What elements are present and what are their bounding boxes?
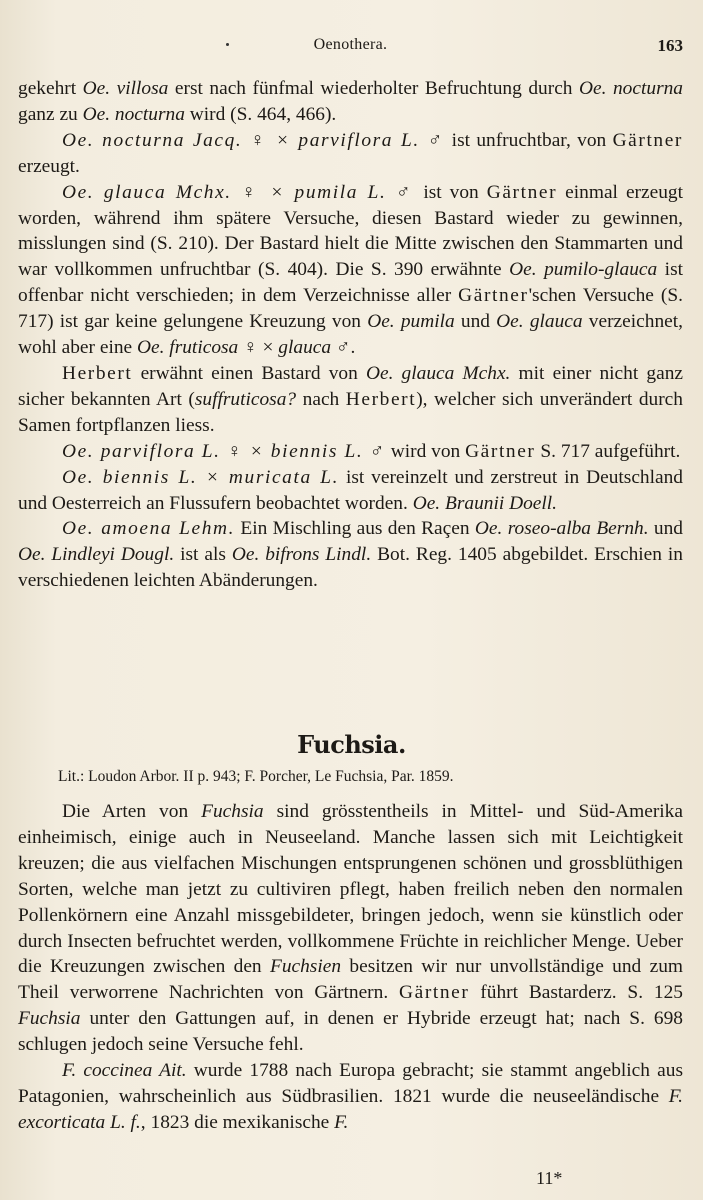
text-run: erzeugt.	[18, 155, 80, 177]
taxon-name: Fuchsia	[201, 801, 264, 822]
author-name: Herbert	[62, 362, 133, 384]
taxon-name: F. excorticata L. f.	[18, 1085, 683, 1133]
text-run: besitzen wir nur unvollständige und zum Theil verworrene Nachrichten von Gärtnern.	[18, 956, 683, 1004]
text-run: nach	[296, 388, 346, 410]
paragraph-parviflora-biennis	[18, 439, 683, 465]
text-run: gekehrt	[18, 78, 83, 99]
taxon-name: F. coccinea Ait.	[62, 1060, 187, 1082]
text-run: , 1823 die mexikanische	[140, 1111, 335, 1133]
literature-reference: Lit.: Loudon Arbor. II p. 943; F. Porcher, Le Fuchsia, Par. 1859.	[58, 768, 454, 785]
paragraph-herbert	[18, 361, 683, 439]
text-run: sind grösstentheils in Mittel- und Süd-Amerika einheimisch, einige auch in Neuseeland. Manche lassen sich mit Leichtigkeit kreuzen; die aus vielfachen Mischungen entsprungenen schönen und grossblüthigen Sorten, welche man jetzt zu cultiviren pflegt, haben freilich neben den normalen Pollenkörnern eine Anzahl missgebildeter, bringen jedoch, wenn sie künstlich oder durch Insecten befruchtet werden, vollkommene Früchte in reichlicher Menge. Ueber die Kreuzungen zwischen den	[18, 801, 683, 978]
text-run: wurde 1788 nach Europa gebracht; sie stammt angeblich aus Patagonien, wahrscheinlich aus Südbrasilien. 1821 wurde die neuseeländische	[18, 1060, 683, 1107]
text-run: verzeichnet, wohl aber eine	[18, 311, 683, 359]
signature-mark: 11*	[536, 1168, 563, 1188]
oenothera-text-block	[18, 76, 683, 594]
text-run: und	[454, 311, 497, 333]
text-run: erst nach fünfmal wiederholter Befruchtung durch	[168, 78, 580, 99]
author-name: Herbert	[345, 388, 417, 410]
taxon-name: Oe. amoena Lehm.	[62, 518, 236, 540]
text-run: ist unfruchtbar, von	[445, 129, 613, 151]
text-run: S. 717 aufgeführt.	[535, 440, 681, 462]
taxon-name: Fuchsien	[269, 956, 342, 978]
taxon-name: Oe. roseo-alba Bernh.	[474, 518, 649, 540]
author-name: Gärtner	[458, 285, 529, 307]
fuchsia-text-block	[18, 799, 683, 1136]
hybrid-formula: Oe. nocturna Jacq. ♀ × parviflora L. ♂	[62, 129, 446, 151]
taxon-name: suffruticosa?	[194, 388, 297, 410]
section-heading-fuchsia: Fuchsia.	[297, 730, 406, 759]
text-run: ist von	[415, 181, 487, 203]
text-run: Ein Mischling aus den Raçen	[235, 518, 475, 540]
author-name: Gärtner	[612, 129, 683, 151]
paragraph-glauca-pumila	[18, 180, 683, 361]
text-run: 'schen Versuche (S. 717) ist gar keine gelungene Kreuzung von	[18, 285, 683, 333]
taxon-name: Fuchsia	[18, 1008, 81, 1030]
hybrid-formula: Oe. parviflora L. ♀ × biennis L. ♂	[62, 440, 386, 462]
hybrid-formula: Oe. biennis L. × muricata L.	[62, 466, 340, 488]
running-title: Oenothera.	[313, 36, 388, 53]
taxon-name: Oe. Lindleyi Dougl.	[18, 544, 175, 566]
taxon-name: F.	[334, 1111, 349, 1133]
text-run: mit einer nicht ganz sicher bekannten Art (	[18, 362, 683, 410]
text-run: einmal erzeugt worden, während ihm spätere Versuche, diesen Bastard wieder zu gewinnen, misslungen sind (S. 210). Der Bastard hielt die Mitte zwischen den Stammarten und war vollkommen unfruchtbar (S. 404). Die S. 390 erwähnte	[18, 181, 683, 281]
taxon-name: Oe. nocturna	[82, 103, 185, 125]
author-name: Gärtner	[486, 181, 558, 203]
text-run: ist offenbar nicht verschieden; in dem Verzeichnisse aller	[18, 259, 684, 307]
text-run: ist als	[174, 544, 232, 566]
paragraph-villosa	[18, 76, 683, 128]
taxon-name: Oe. pumila	[367, 311, 455, 333]
taxon-name: Oe. glauca	[496, 311, 583, 333]
text-run: wird (S. 464, 466).	[184, 103, 337, 125]
paragraph-amoena	[18, 516, 683, 594]
paragraph-nocturna-parviflora	[18, 128, 683, 180]
text-run: ), welcher sich unverändert durch Samen fortpflanzen liess.	[18, 388, 683, 436]
text-run: erwähnt einen Bastard von	[132, 362, 366, 384]
taxon-name: Oe. glauca Mchx.	[365, 362, 511, 384]
author-name: Gärtner	[465, 440, 536, 462]
text-run: ist vereinzelt und zerstreut in Deutschland und Oesterreich an Flussufern beobachtet worden.	[18, 466, 684, 514]
taxon-name: Oe. pumilo-glauca	[509, 259, 658, 281]
paragraph-biennis-muricata	[18, 465, 683, 517]
taxon-name: Oe. nocturna	[579, 78, 684, 99]
cross-symbol: ♀ ×	[238, 337, 279, 359]
page-header	[18, 36, 683, 58]
text-run: ♂.	[331, 337, 356, 359]
taxon-name: Oe. villosa	[82, 78, 169, 99]
text-run: und	[648, 518, 683, 540]
author-name: Gärtner	[399, 982, 470, 1004]
paragraph-fuchsia-intro	[18, 799, 683, 1058]
text-run: Die Arten von	[62, 801, 202, 822]
text-run: führt Bastarderz. S. 125	[469, 982, 683, 1004]
text-run: unter den Gattungen auf, in denen er Hybride erzeugt hat; nach S. 698 schlugen jedoch seine Versuche fehl.	[18, 1008, 683, 1056]
paragraph-coccinea	[18, 1058, 683, 1136]
page-number: 163	[657, 36, 683, 55]
text-run: Bot. Reg. 1405 abgebildet. Erschien in verschiedenen leichten Abänderungen.	[18, 544, 683, 592]
text-run: ganz zu	[18, 103, 83, 125]
hybrid-formula: Oe. glauca Mchx. ♀ × pumila L. ♂	[62, 181, 416, 203]
taxon-name: Oe. bifrons Lindl.	[231, 544, 372, 566]
taxon-name: glauca	[278, 337, 332, 359]
taxon-name: Oe. fruticosa	[137, 337, 239, 359]
taxon-name: Oe. Braunii Doell.	[412, 492, 558, 514]
text-run: wird von	[385, 440, 466, 462]
